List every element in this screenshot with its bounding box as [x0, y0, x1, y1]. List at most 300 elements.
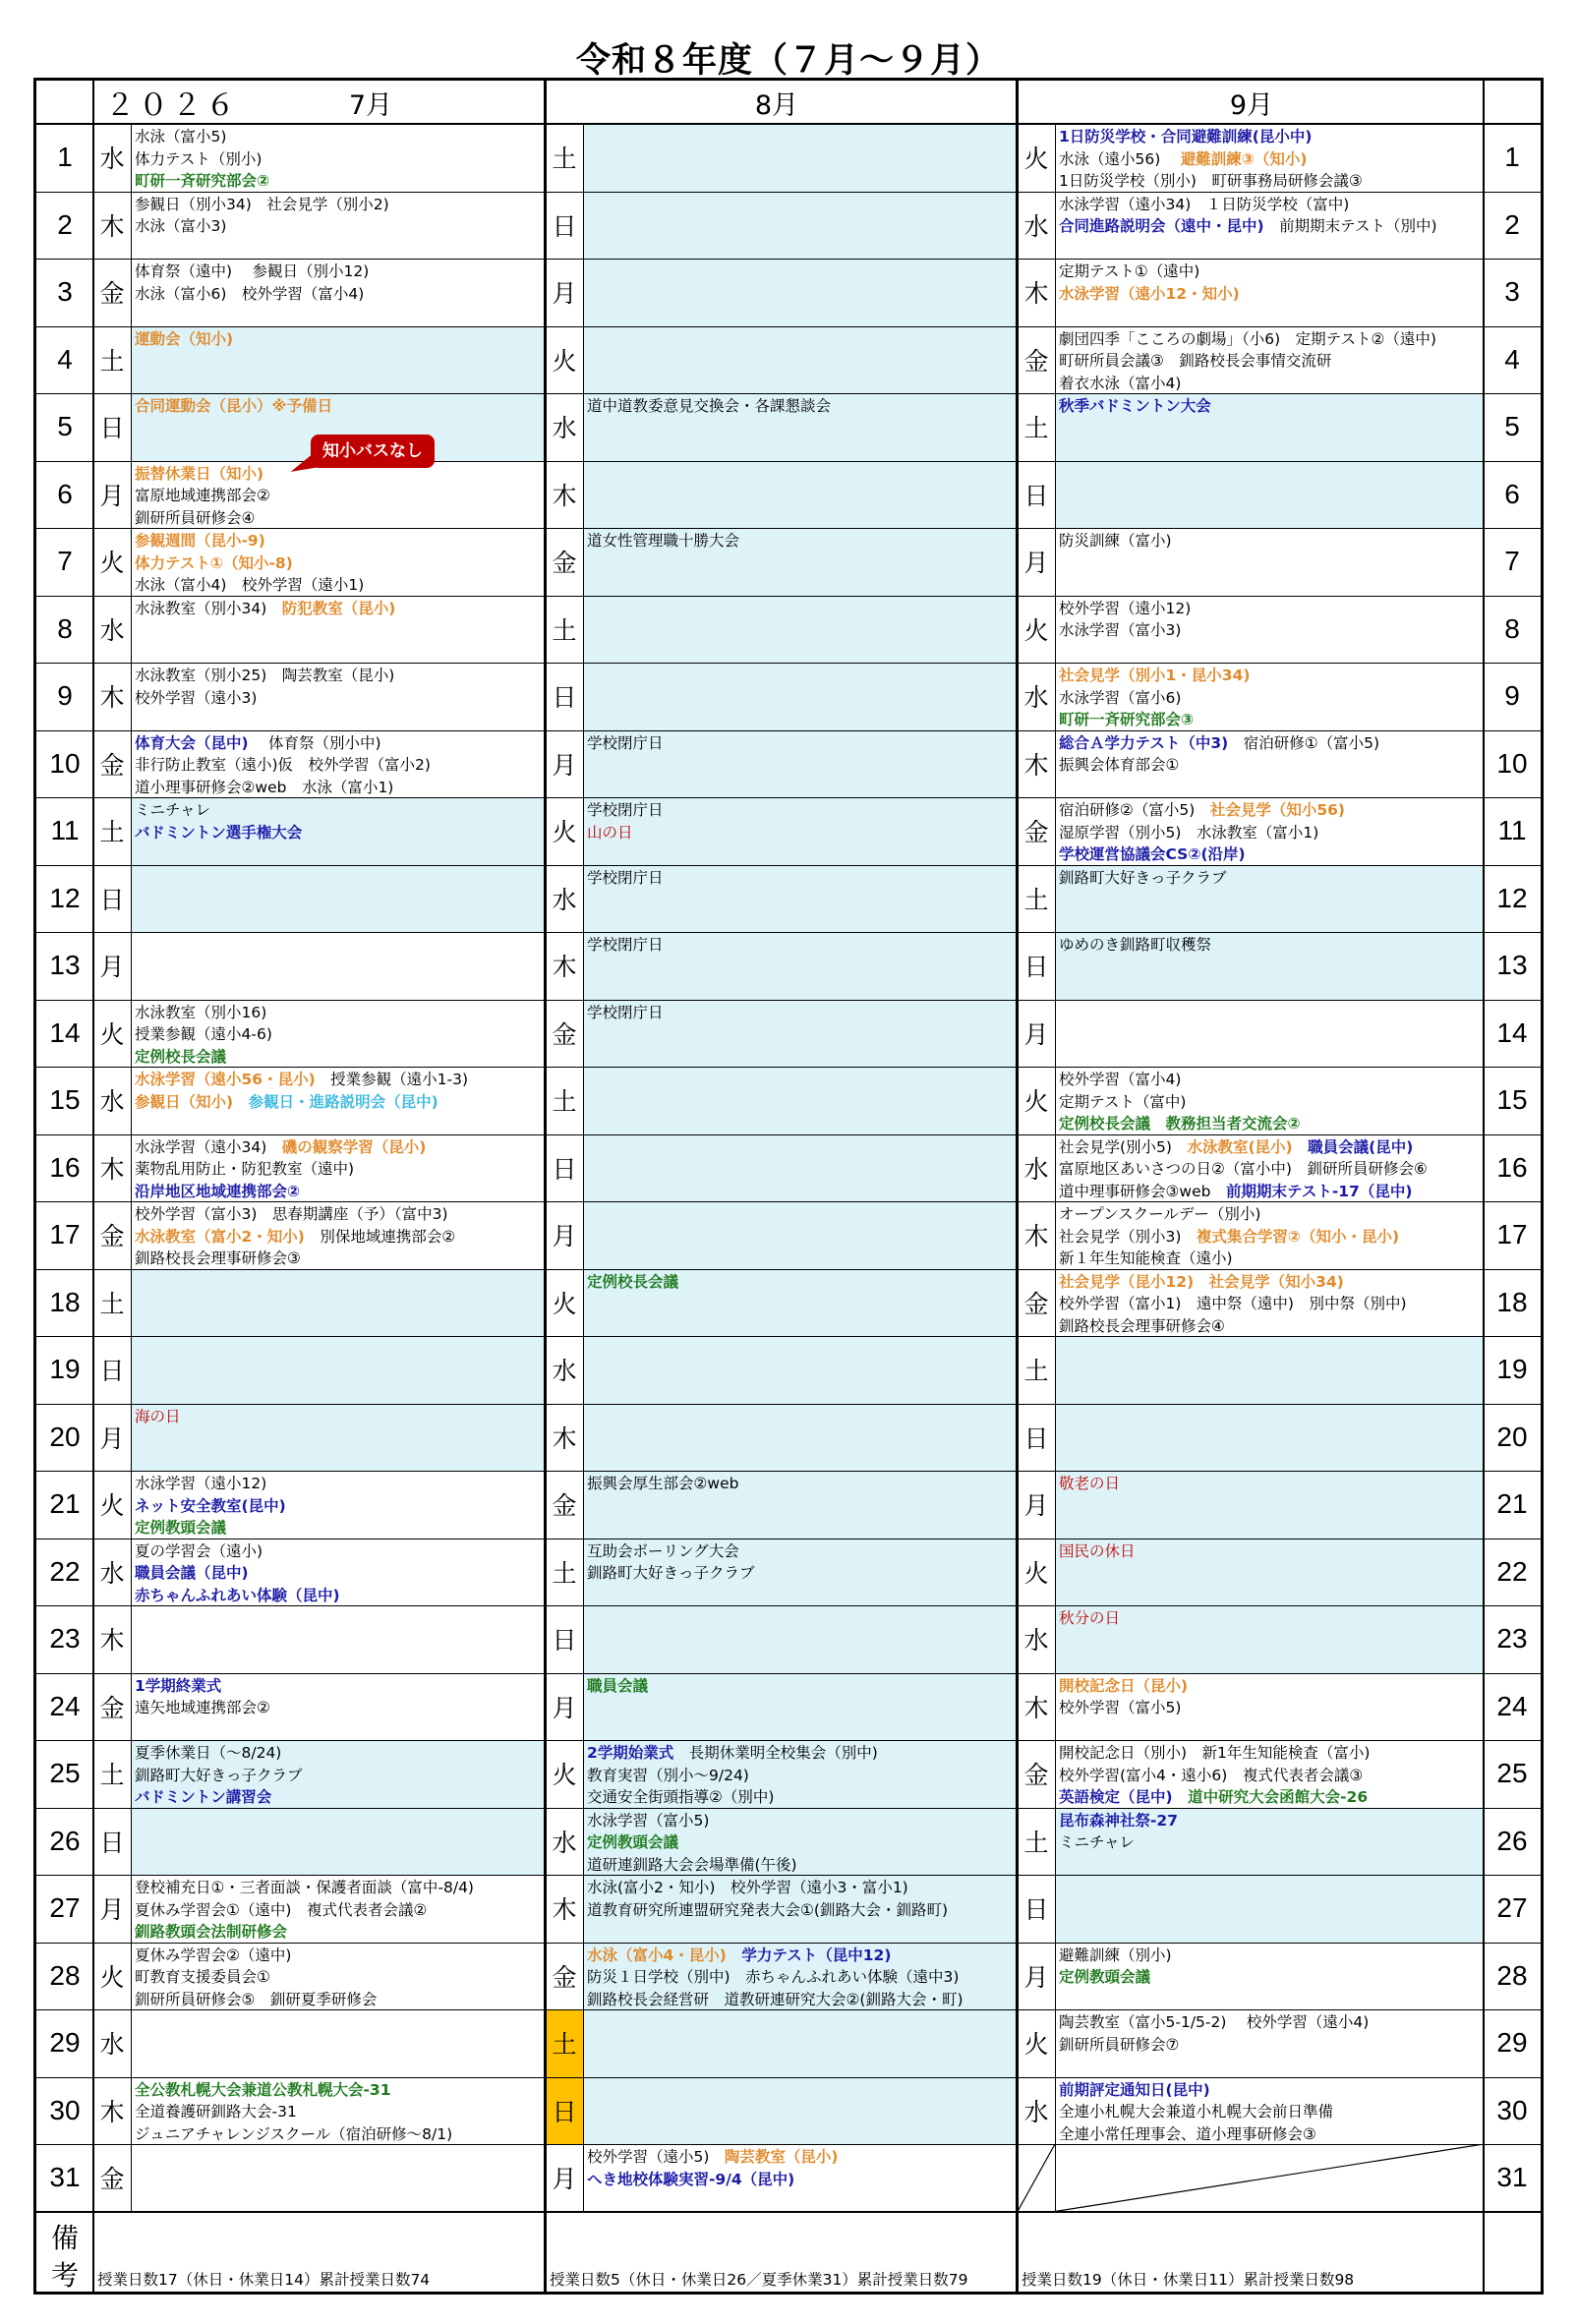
event-text: 学校閉庁日: [587, 733, 664, 752]
grid-line-h: [36, 123, 1541, 125]
event-text: 1日防災学校・合同避難訓練(昆小中): [1059, 128, 1313, 145]
event-text: 全道養護研釧路大会-31: [135, 2103, 297, 2121]
event-text: 前期期末テスト（別中): [1263, 217, 1437, 235]
event-cell: [1055, 1134, 1484, 1202]
event-line: [1059, 350, 1484, 373]
weekday-cell: 木: [552, 953, 577, 982]
day-number: 1: [57, 142, 73, 173]
event-cell: [131, 663, 546, 730]
event-cell: [131, 1336, 546, 1404]
event-cell: [583, 2144, 1018, 2212]
weekday-cell: 日: [1023, 1423, 1049, 1453]
notes-cell: [93, 2212, 546, 2293]
event-cell: [583, 1404, 1018, 1472]
day-number: 2: [57, 208, 73, 240]
event-text: 社会見学（別小3): [1059, 1227, 1197, 1246]
event-line: [587, 1966, 1018, 1989]
day-number: 3: [57, 276, 73, 308]
event-text: 定例校長会議 教務担当者交流会②: [1059, 1115, 1301, 1133]
event-line: [135, 687, 546, 710]
event-line: [135, 1540, 546, 1563]
day-number: 12: [49, 882, 81, 913]
event-cell: [583, 1875, 1018, 1943]
event-line: [587, 2169, 1018, 2191]
weekday-cell: 水: [1023, 1626, 1049, 1656]
event-text: 夏季休業日（～8/24): [135, 1744, 282, 1762]
event-text: ネット安全教室(昆中): [135, 1496, 286, 1515]
event-line: [135, 2123, 546, 2145]
event-text: 校外学習（富小5): [1059, 1699, 1182, 1716]
event-line: [135, 1091, 546, 1114]
day-number: 3: [1504, 276, 1520, 308]
event-line: [135, 215, 546, 238]
event-cell: [1055, 596, 1484, 664]
grid-line-h: [36, 1134, 1541, 1135]
event-text: 釧研所員研修会④: [135, 508, 256, 527]
event-text: 参観日（知小): [135, 1092, 249, 1111]
event-line: [135, 1158, 546, 1181]
header-month-september: 9月: [1229, 89, 1274, 121]
day-number: 30: [1496, 2094, 1528, 2125]
event-line: [587, 1877, 1018, 1899]
event-text: 学校閉庁日: [587, 868, 664, 887]
weekday-cell: 火: [1023, 1558, 1049, 1588]
event-text: 山の日: [587, 823, 633, 842]
day-number: 25: [1496, 1758, 1528, 1789]
event-cell: [583, 259, 1018, 326]
event-line: [1059, 1831, 1484, 1854]
event-text: 水泳教室（別小25) 陶芸教室（昆小): [135, 667, 395, 684]
weekday-cell: 水: [552, 1828, 577, 1857]
event-line: [1059, 1226, 1484, 1249]
weekday-cell: 金: [552, 549, 577, 578]
day-number: 20: [49, 1421, 81, 1452]
weekday-cell: 土: [99, 1761, 125, 1790]
event-line: [1059, 598, 1484, 620]
grid-line-v: [1055, 124, 1056, 2212]
weekday-cell: 土: [552, 1087, 577, 1117]
weekday-cell: 火: [552, 818, 577, 847]
event-line: [1059, 530, 1484, 552]
weekday-cell: 火: [99, 549, 125, 578]
event-cell: [1055, 1605, 1484, 1673]
event-text: 体力テスト（別小): [135, 149, 263, 168]
event-cell: [583, 1067, 1018, 1134]
event-text: 釧路町大好きっ子クラブ: [587, 1564, 755, 1582]
grid-line-v: [544, 81, 547, 2292]
event-line: [1059, 1315, 1484, 1337]
day-number: 26: [1496, 1825, 1528, 1856]
event-text: 全連小札幌大会兼道小札幌大会前日準備: [1059, 2103, 1334, 2121]
weekday-cell: 火: [552, 1761, 577, 1790]
event-cell: [1055, 1943, 1484, 2010]
event-cell: [131, 1201, 546, 1269]
event-text: 水泳教室（別小16): [135, 1003, 267, 1021]
event-line: [1059, 934, 1484, 957]
weekday-cell: 火: [1023, 1087, 1049, 1117]
event-line: [1059, 1271, 1484, 1294]
event-text: 1学期終業式: [135, 1676, 222, 1695]
day-number: 31: [49, 2162, 81, 2193]
event-text: 釧路校長会経営研 道教研連研究大会②(釧路大会・町): [587, 1990, 964, 2008]
weekday-cell: 水: [552, 414, 577, 443]
event-line: [135, 1562, 546, 1585]
event-text: 水泳教室（富小2・知小): [135, 1227, 305, 1246]
event-text: 振興会体育部会①: [1059, 756, 1180, 774]
event-text: 水泳（富小5): [135, 128, 227, 145]
event-line: [135, 507, 546, 529]
event-cell: [131, 932, 546, 1000]
event-line: [135, 1742, 546, 1765]
event-line: [135, 1046, 546, 1068]
event-cell: [131, 865, 546, 933]
event-cell: [583, 1134, 1018, 1202]
event-line: [587, 1945, 1018, 1967]
event-text: 交通安全街頭指導②（別中): [587, 1788, 775, 1806]
weekday-cell: 木: [1023, 279, 1049, 309]
weekday-cell: 火: [552, 346, 577, 376]
event-line: [587, 1562, 1018, 1585]
day-number: 29: [1496, 2027, 1528, 2059]
weekday-cell: 木: [552, 1895, 577, 1925]
event-cell: [131, 1605, 546, 1673]
event-cell: [1055, 1201, 1484, 1269]
day-number: 20: [1496, 1421, 1528, 1452]
event-text: 道中道教委意見交換会・各課懇談会: [587, 397, 832, 415]
event-text: 赤ちゃんふれあい体験（昆中): [135, 1586, 340, 1604]
event-cell: [583, 797, 1018, 865]
grid-line-h: [36, 393, 1541, 394]
weekday-cell: 土: [546, 2009, 583, 2077]
event-cell: [1055, 932, 1484, 1000]
weekday-cell: 月: [99, 481, 125, 510]
weekday-cell: 土: [1023, 414, 1049, 443]
header-month-july: 7月: [348, 89, 393, 121]
event-text: 釧路校長会理事研修会④: [1059, 1316, 1225, 1335]
event-line: [135, 1585, 546, 1606]
weekday-cell: 金: [99, 1693, 125, 1722]
weekday-cell: 水: [99, 1558, 125, 1588]
weekday-cell: 水: [1023, 1154, 1049, 1184]
event-text: 町教育支援委員会①: [135, 1968, 270, 1986]
weekday-cell: 日: [1023, 481, 1049, 510]
event-text: オープンスクールデー（別小): [1059, 1205, 1261, 1223]
event-text: 新１年生知能検査（遠小): [1059, 1249, 1233, 1267]
weekday-cell: 金: [1023, 1289, 1049, 1318]
calendar-table: [33, 78, 1544, 2295]
event-line: [1059, 261, 1484, 283]
weekday-cell: 土: [99, 818, 125, 847]
event-text: 避難訓練（別小): [1059, 1946, 1172, 1964]
event-text: 道女性管理職十勝大会: [587, 532, 740, 550]
event-line: [135, 732, 546, 755]
event-cell: [583, 461, 1018, 529]
event-text: 水泳（富小4) 校外学習（遠小1): [135, 576, 365, 594]
event-cell: [131, 1740, 546, 1808]
page-title: 令和８年度（７月～９月）: [575, 41, 1001, 81]
event-text: 防災訓練（富小): [1059, 532, 1172, 550]
event-line: [1059, 126, 1484, 148]
event-cell: [583, 1673, 1018, 1741]
event-text: 夏の学習会（遠小): [135, 1541, 263, 1560]
day-number: 19: [49, 1354, 81, 1385]
event-line: [1059, 1181, 1484, 1202]
day-number: 18: [1496, 1286, 1528, 1317]
event-text: 富原地域連携部会②: [135, 487, 270, 504]
grid-line-h: [36, 1336, 1541, 1337]
day-number: 24: [49, 1690, 81, 1721]
day-number: 19: [1496, 1354, 1528, 1385]
event-text: バドミントン選手権大会: [135, 823, 303, 842]
event-line: [587, 1473, 1018, 1495]
event-line: [1059, 1697, 1484, 1719]
event-text: 定例教頭会議: [1059, 1968, 1151, 1986]
grid-line-h: [36, 596, 1541, 597]
weekday-cell: 日: [99, 1828, 125, 1857]
event-cell: [131, 1134, 546, 1202]
day-number: 14: [1496, 1017, 1528, 1048]
event-cell: [1055, 663, 1484, 730]
event-text: 避難訓練③（知小): [1180, 149, 1308, 168]
event-text: 水泳（富小3): [135, 217, 227, 235]
notes-cell: [1018, 2212, 1484, 2293]
day-number: 5: [57, 411, 73, 442]
event-text: 釧研所員研修会⑤ 釧研夏季研修会: [135, 1990, 378, 2008]
day-number: 25: [49, 1758, 81, 1789]
event-line: [587, 1786, 1018, 1808]
event-text: 校外学習（遠小3): [135, 688, 258, 707]
event-line: [1059, 822, 1484, 844]
event-cell: [131, 1067, 546, 1134]
day-number: 5: [1504, 411, 1520, 442]
event-line: [587, 1831, 1018, 1854]
day-number: 27: [49, 1892, 81, 1924]
event-line: [135, 1989, 546, 2010]
event-text: 水泳学習（富小3): [1059, 621, 1182, 639]
event-cell: [583, 2077, 1018, 2145]
grid-line-h: [36, 259, 1541, 260]
event-cell: [583, 1539, 1018, 1606]
day-number: 8: [57, 612, 73, 644]
event-text: 水泳学習（遠小34): [135, 1137, 282, 1156]
event-text: 夏休み学習会①（遠中) 複式代表者会議②: [135, 1900, 428, 1919]
weekday-cell: 木: [552, 1423, 577, 1453]
event-line: [1059, 1607, 1484, 1630]
event-line: [1059, 1765, 1484, 1787]
event-text: 定期テスト①（遠中): [1059, 262, 1200, 280]
event-text: 振替休業日（知小): [135, 464, 264, 483]
event-line: [587, 1899, 1018, 1922]
event-text: 参観日（別小34) 社会見学（別小2): [135, 195, 389, 213]
event-text: 授業参観（遠小1-3): [315, 1071, 469, 1088]
event-text: 水泳学習（富小5): [587, 1811, 710, 1830]
grid-line-h: [36, 1943, 1541, 1944]
weekday-cell: 金: [1023, 818, 1049, 847]
event-line: [135, 1877, 546, 1899]
weekday-cell: 日: [99, 885, 125, 914]
day-number: 18: [49, 1286, 81, 1317]
day-number: 7: [57, 546, 73, 577]
event-line: [1059, 2101, 1484, 2123]
weekday-cell: 土: [552, 145, 577, 174]
event-text: 社会見学(別小5): [1059, 1137, 1188, 1156]
event-line: [1059, 1473, 1484, 1495]
grid-line-h: [36, 797, 1541, 798]
event-line: [135, 822, 546, 844]
event-line: [135, 194, 546, 216]
grid-line-h: [36, 1404, 1541, 1405]
event-cell: [1055, 326, 1484, 394]
event-line: [1059, 1158, 1484, 1181]
event-line: [135, 1406, 546, 1428]
event-text: 水泳（遠小56): [1059, 149, 1181, 168]
event-cell: [131, 1673, 546, 1741]
day-number: 31: [1496, 2162, 1528, 2193]
day-number: 12: [1496, 882, 1528, 913]
event-cell: [583, 1471, 1018, 1539]
day-number: 8: [1504, 612, 1520, 644]
nonexistent-day-slash: [1018, 2144, 1484, 2212]
notes-cell: [546, 2212, 1018, 2293]
day-number: 6: [1504, 478, 1520, 509]
event-cell: [1055, 865, 1484, 933]
event-text: 校外学習（富小1) 遠中祭（遠中) 別中祭（別中): [1059, 1295, 1407, 1312]
event-text: 遠矢地域連携部会②: [135, 1699, 270, 1716]
day-number: 21: [1496, 1488, 1528, 1520]
event-cell: [1055, 1067, 1484, 1134]
event-text: 昆布森神社祭-27: [1059, 1811, 1179, 1830]
event-cell: [1055, 1471, 1484, 1539]
day-number: 4: [57, 343, 73, 375]
event-line: [587, 732, 1018, 755]
weekday-cell: 日: [99, 1357, 125, 1386]
event-line: [587, 1765, 1018, 1787]
weekday-cell: 月: [552, 2165, 577, 2194]
event-cell: [131, 797, 546, 865]
day-number: 1: [1504, 142, 1520, 173]
event-text: 学校運営協議会CS②(沿岸): [1059, 845, 1246, 863]
slash-line: [1018, 2144, 1055, 2212]
event-cell: [1055, 393, 1484, 461]
event-line: [135, 598, 546, 620]
grid-line-h: [36, 730, 1541, 731]
weekday-cell: 土: [99, 1289, 125, 1318]
weekday-cell: 木: [99, 1154, 125, 1184]
event-cell: [1055, 1539, 1484, 1606]
event-text: 2学期始業式: [587, 1744, 674, 1762]
event-text: 水泳教室（別小34): [135, 599, 282, 617]
weekday-cell: 金: [99, 750, 125, 780]
event-text: 防犯教室（昆小): [281, 599, 396, 617]
weekday-cell: 月: [552, 1222, 577, 1251]
weekday-cell: 土: [1023, 1828, 1049, 1857]
event-text: 陶芸教室（富小5-1/5-2) 校外学習（遠小4): [1059, 2013, 1370, 2031]
event-line: [135, 1136, 546, 1159]
day-number: 26: [49, 1825, 81, 1856]
event-line: [135, 1765, 546, 1787]
event-line: [135, 1248, 546, 1269]
weekday-cell: 金: [552, 1491, 577, 1521]
event-text: 定例校長会議: [587, 1272, 679, 1291]
event-line: [135, 1786, 546, 1808]
event-line: [1059, 2011, 1484, 2034]
notes-label-char: 考: [50, 2258, 79, 2292]
event-line: [1059, 1810, 1484, 1832]
event-text: 振興会厚生部会②web: [587, 1475, 739, 1492]
event-cell: [583, 326, 1018, 394]
event-text: ミニチャレ: [1059, 1833, 1136, 1851]
event-text: 校外学習（富小4): [1059, 1071, 1182, 1088]
weekday-cell: 水: [1023, 211, 1049, 241]
weekday-cell: 月: [552, 750, 577, 780]
event-line: [135, 665, 546, 687]
event-text: 秋季バドミントン大会: [1059, 397, 1211, 415]
weekday-cell: 月: [99, 1423, 125, 1453]
grid-line-h: [36, 1605, 1541, 1606]
event-cell: [583, 1808, 1018, 1876]
event-line: [1059, 373, 1484, 394]
event-cell: [1055, 2009, 1484, 2077]
weekday-cell: 金: [1023, 1761, 1049, 1790]
event-line: [1059, 709, 1484, 730]
day-number: 15: [49, 1084, 81, 1116]
event-text: 1日防災学校（別小) 町研事務局研修会議③: [1059, 172, 1363, 190]
event-text: 水泳学習（遠小12・知小): [1059, 284, 1240, 303]
grid-line-h: [36, 1067, 1541, 1068]
grid-line-h: [36, 1875, 1541, 1876]
weekday-cell: 木: [99, 683, 125, 713]
weekday-cell: 日: [1023, 1895, 1049, 1925]
weekday-cell: 日: [552, 1154, 577, 1184]
event-line: [1059, 1966, 1484, 1989]
event-text: 職員会議: [587, 1676, 649, 1695]
event-line: [135, 328, 546, 351]
weekday-cell: 月: [552, 279, 577, 309]
event-cell: [1055, 1740, 1484, 1808]
event-line: [587, 1675, 1018, 1698]
event-line: [1059, 2079, 1484, 2102]
event-cell: [131, 2009, 546, 2077]
weekday-cell: 日: [546, 2077, 583, 2145]
event-cell: [583, 192, 1018, 260]
event-text: 全公教札幌大会兼道公教札幌大会-31: [135, 2080, 391, 2099]
event-text: 学校閉庁日: [587, 801, 664, 819]
weekday-cell: 水: [1023, 2097, 1049, 2126]
weekday-cell: 水: [99, 145, 125, 174]
event-text: 運動会（知小): [135, 329, 234, 348]
weekday-cell: 土: [552, 615, 577, 645]
event-text: 合同運動会（昆小）※予備日: [135, 397, 333, 415]
weekday-cell: 土: [99, 346, 125, 376]
weekday-cell: 日: [552, 1626, 577, 1656]
event-text: 学校閉庁日: [587, 1003, 664, 1021]
event-cell: [1055, 1673, 1484, 1741]
day-number: 29: [49, 2027, 81, 2059]
weekday-cell: 火: [99, 1019, 125, 1049]
event-cell: [583, 124, 1018, 192]
event-line: [1059, 395, 1484, 418]
event-text: 釧路教頭会法制研修会: [135, 1923, 288, 1941]
grid-line-h: [36, 1539, 1541, 1540]
event-cell: [131, 1875, 546, 1943]
day-number: 9: [1504, 680, 1520, 712]
weekday-cell: 金: [1023, 346, 1049, 376]
event-line: [587, 1989, 1018, 2010]
day-number: 10: [1496, 747, 1528, 779]
event-line: [1059, 732, 1484, 755]
weekday-cell: 月: [99, 1895, 125, 1925]
event-cell: [131, 259, 546, 326]
